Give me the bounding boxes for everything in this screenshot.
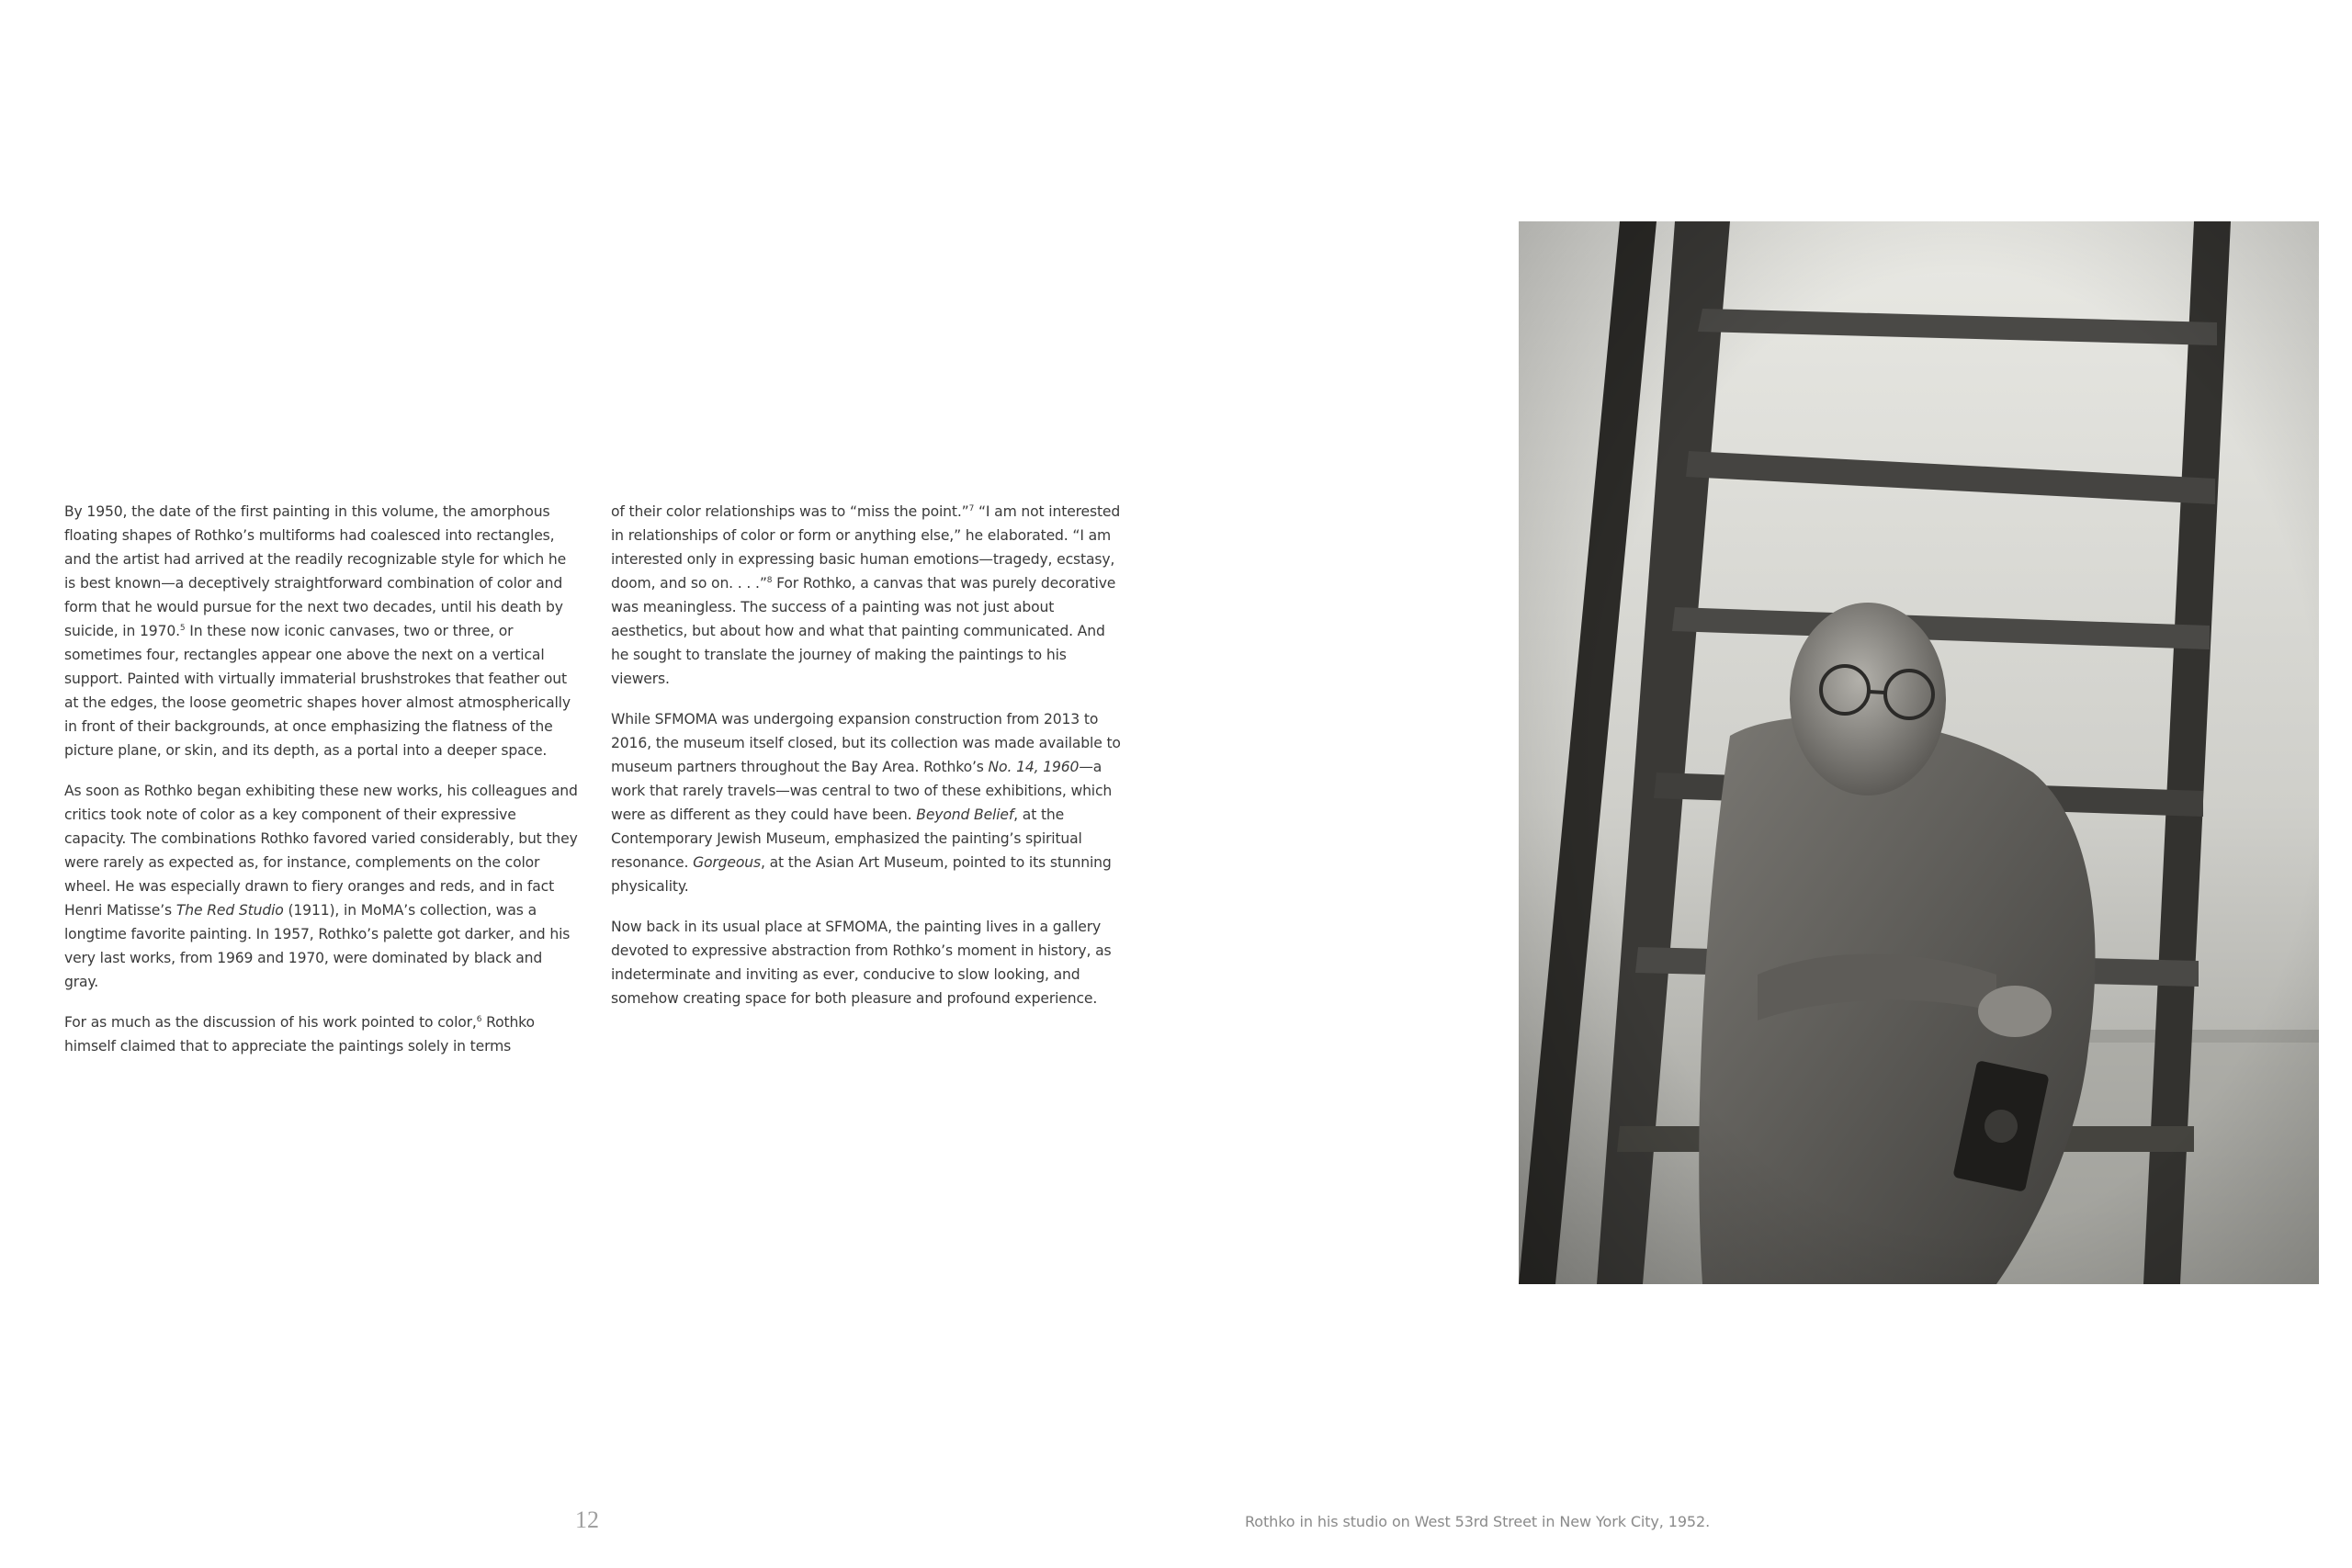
text-run: Now back in its usual place at SFMOMA, the painting lives in a gallery devoted to expressive abstraction from Rothko’s moment in history, as indeterminate and inviting as ever, conducive to slow looking, and somehow creating space for both pleasure and profound experience.	[611, 919, 1112, 1007]
body-paragraph-left-2	[64, 779, 579, 994]
text-run: Rothko himself claimed that to appreciate the paintings solely in terms	[64, 1014, 535, 1055]
text-column-left	[64, 500, 579, 1075]
photograph-rothko-in-studio	[1519, 221, 2319, 1284]
text-run: “I am not interested in relationships of color or form or anything else,” he elaborated. “I am interested only in expressing basic human emotions—tragedy, ecstasy, doom, and so on. . . .”	[611, 503, 1121, 592]
italic-title: Gorgeous	[693, 854, 761, 871]
italic-title: Beyond Belief	[916, 807, 1014, 823]
text-run: For as much as the discussion of his work pointed to color,	[64, 1014, 477, 1031]
italic-title: The Red Studio	[175, 902, 284, 919]
text-run: of their color relationships was to “miss the point.”	[611, 503, 969, 520]
text-run: As soon as Rothko began exhibiting these new works, his colleagues and critics took note of color as a key component of their expressive capacity. The combinations Rothko favored varied considerably, but they were rarely as expected as, for instance, complements on the color wheel. He was especially drawn to fiery oranges and reds, and in fact Henri Matisse’s	[64, 783, 578, 919]
text-run: For Rothko, a canvas that was purely decorative was meaningless. The success of a painting was not just about aesthetics, but about how and what that painting communicated. And he sought to translate the journey of making the paintings to his viewers.	[611, 575, 1116, 687]
body-paragraph-right-3	[611, 915, 1125, 1010]
body-paragraph-right-1	[611, 500, 1125, 691]
body-paragraph-left-1	[64, 500, 579, 762]
photo-caption: Rothko in his studio on West 53rd Street in New York City, 1952.	[1245, 1513, 1711, 1530]
text-run: While SFMOMA was undergoing expansion construction from 2013 to 2016, the museum itself closed, but its collection was made available to museum partners throughout the Bay Area. Rothko’s	[611, 711, 1121, 775]
body-paragraph-right-2	[611, 707, 1125, 898]
text-run: —a work that rarely travels—was central to two of these exhibitions, which were as different as they could have been.	[611, 759, 1113, 823]
text-run: By 1950, the date of the first painting in this volume, the amorphous floating shapes of Rothko’s multiforms had coalesced into rectangles, and the artist had arrived at the readily recognizable style for which he is best known—a deceptively straightforward combination of color and form that he would pursue for the next two decades, until his death by suicide, in 1970.	[64, 503, 567, 639]
text-run: (1911), in MoMA’s collection, was a longtime favorite painting. In 1957, Rothko’s palette got darker, and his very last works, from 1969 and 1970, were dominated by black and gray.	[64, 902, 571, 990]
text-run: , at the Contemporary Jewish Museum, emphasized the painting’s spiritual resonance.	[611, 807, 1082, 871]
footnote-reference: 8	[766, 575, 773, 585]
footnote-reference: 6	[476, 1014, 482, 1024]
footnote-reference: 7	[968, 503, 975, 513]
text-column-right	[611, 500, 1125, 1027]
footnote-reference: 5	[179, 623, 186, 633]
page-number: 12	[575, 1506, 599, 1533]
text-run: , at the Asian Art Museum, pointed to its stunning physicality.	[611, 854, 1112, 895]
body-paragraph-left-3	[64, 1010, 579, 1058]
text-run: In these now iconic canvases, two or three, or sometimes four, rectangles appear one above the next on a vertical support. Painted with virtually immaterial brushstrokes that feather out at the edges, the loose geometric shapes hover almost atmospherically in front of their backgrounds, at once emphasizing the flatness of the picture plane, or skin, and its depth, as a portal into a deeper space.	[64, 623, 571, 759]
italic-title: No. 14, 1960	[988, 759, 1080, 775]
